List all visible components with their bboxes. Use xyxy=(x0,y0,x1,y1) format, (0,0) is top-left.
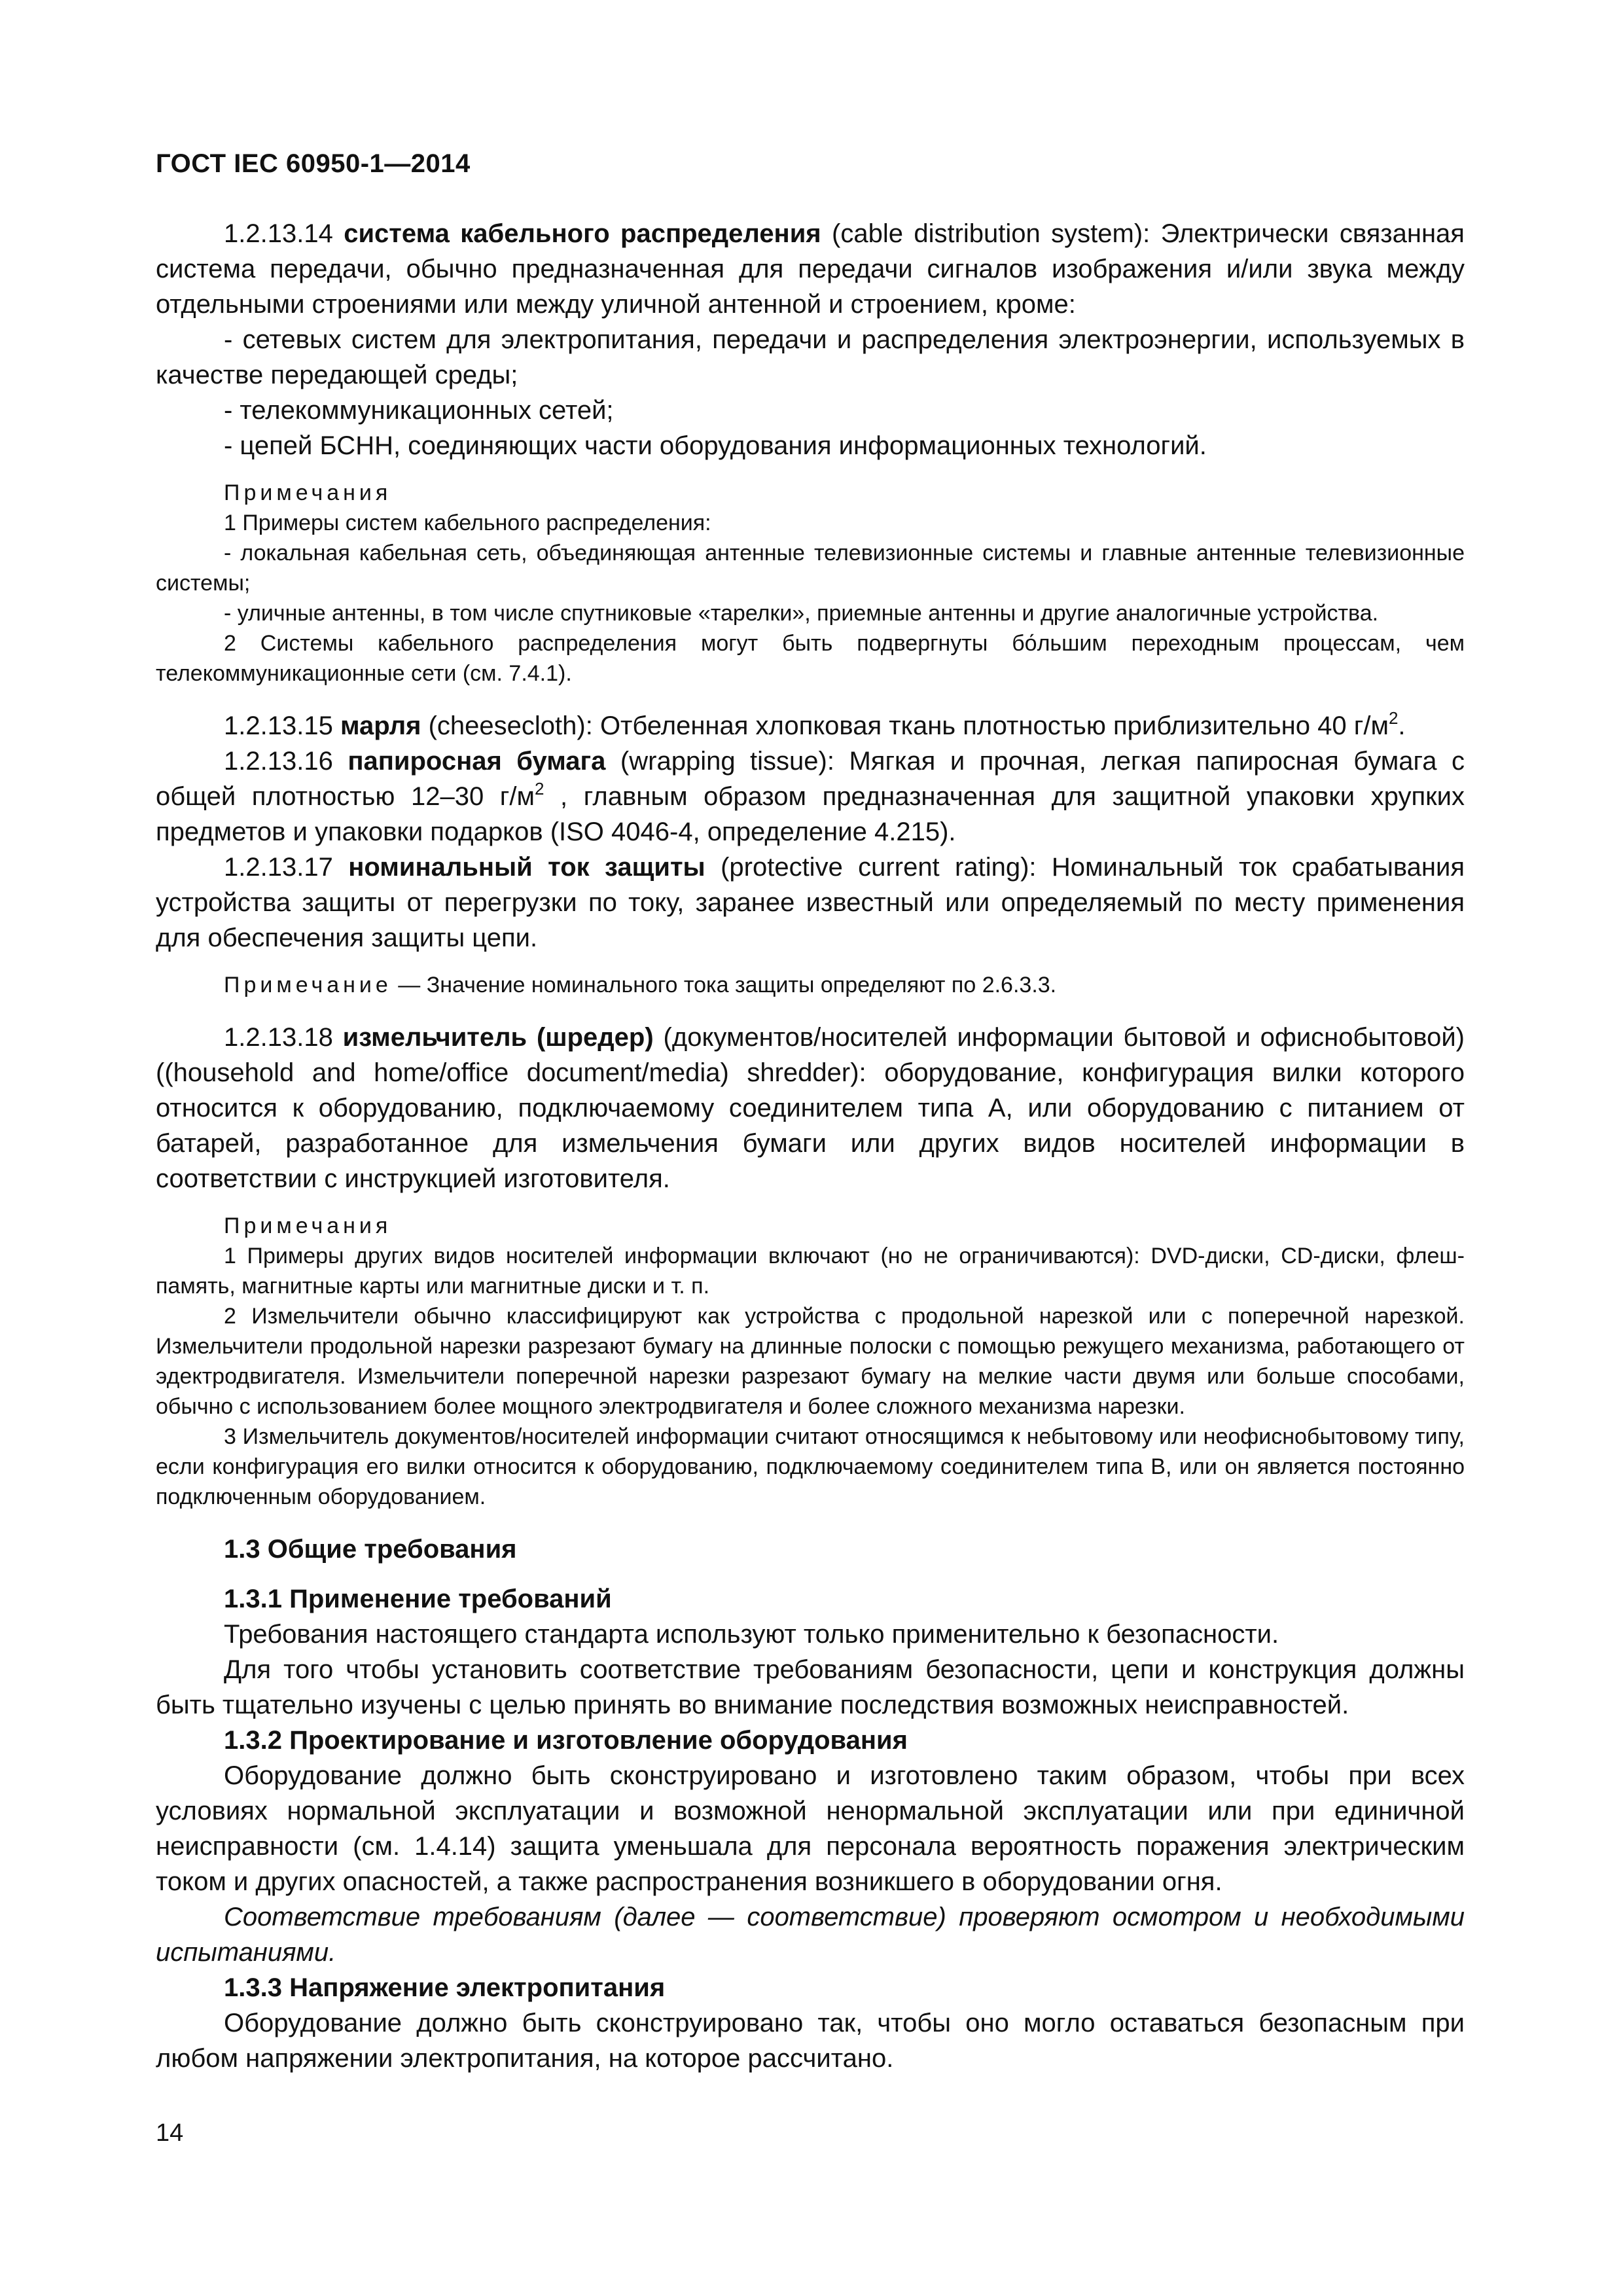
notes-heading: Примечания xyxy=(224,1213,392,1238)
bullet-item: - телекоммуникационных сетей; xyxy=(224,396,614,425)
note-item: - уличные антенны, в том числе спутниковые «тарелки», приемные антенны и другие аналогичные устройства. xyxy=(224,601,1379,626)
page-number: 14 xyxy=(156,2119,184,2147)
definition: Электрически связанная система передачи, обычно предназначенная для передачи сигналов изображения и/или звука между отдельными строениями или между уличной антенной и строением, кроме: xyxy=(156,219,1465,319)
term: измельчитель (шредер) xyxy=(342,1023,654,1052)
note-item: 2 Измельчители обычно классифицируют как устройства с продольной нарезкой или с поперечной нарезкой. Измельчители продольной нарезки разрезают бумагу на длинные полоски с помощью режущего механизма, работающего от эдектродвигателя. Измельчители поперечной нарезки разрезают бумагу на мелкие части двумя или больше способами, обычно с использованием более мощного электродвигателя и более сложного механизма нарезки. xyxy=(156,1304,1465,1419)
term: папиросная бумага xyxy=(348,747,606,776)
clause-number: 1.2.13.15 xyxy=(224,711,333,740)
bullet-item: - сетевых систем для электропитания, передачи и распределения электроэнергии, используемых в качестве передающей среды; xyxy=(156,325,1465,389)
clause-1-2-13-17 xyxy=(156,850,1465,956)
term-en: (cable distribution system): xyxy=(832,219,1150,248)
period: . xyxy=(1398,711,1406,740)
term: марля xyxy=(340,711,421,740)
compliance-italic: Соответствие требованиям (далее — соответствие) проверяют осмотром и необходимыми испытаниями. xyxy=(156,1903,1465,1967)
note-item: - локальная кабельная сеть, объединяющая антенные телевизионные системы и главные антенные телевизионные системы; xyxy=(156,541,1465,596)
clause-1-2-13-14 xyxy=(156,216,1465,322)
note-item: 2 Системы кабельного распределения могут быть подвергнуты бо́льшим переходным процессам, чем телекоммуникационные сети (см. 7.4.1). xyxy=(156,631,1465,686)
definition: Отбеленная хлопковая ткань плотностью приблизительно 40 г/м xyxy=(599,711,1389,740)
paragraph: Оборудование должно быть сконструировано так, чтобы оно могло оставаться безопасным при любом напряжении электропитания, на которое рассчитано. xyxy=(156,2009,1465,2073)
superscript: 2 xyxy=(1388,708,1399,728)
note-item: 3 Измельчитель документов/носителей информации считают относящимся к небытовому или неофиснобытовому типу, если конфигурация его вилки относится к оборудованию, подключаемому соединителем типа В, или он является постоянно подключенным оборудованием. xyxy=(156,1424,1465,1509)
clause-number: 1.2.13.14 xyxy=(224,219,333,248)
term-en: (protective current rating): xyxy=(721,853,1037,882)
term-en: (cheesecloth): xyxy=(428,711,593,740)
paragraph: Для того чтобы установить соответствие требованиям безопасности, цепи и конструкция должны быть тщательно изучены с целью принять во внимание последствия возможных неисправностей. xyxy=(156,1655,1465,1719)
document-body xyxy=(156,216,1465,2076)
term-en: (wrapping tissue): xyxy=(620,747,834,776)
compliance-text xyxy=(156,1899,1465,1970)
clause-1-2-13-18 xyxy=(156,1020,1465,1196)
clause-number: 1.2.13.17 xyxy=(224,853,333,882)
notes-heading: Примечания xyxy=(224,480,392,505)
paragraph: Оборудование должно быть сконструировано и изготовлено таким образом, чтобы при всех условиях нормальной эксплуатации и возможной ненормальной эксплуатации или при единичной неисправности (см. 1.4.14) защита уменьшала для персонала вероятность поражения электрическим током и других опасностей, а также распространения возникшего в оборудовании огня. xyxy=(156,1761,1465,1896)
note-item: 1 Примеры систем кабельного распределения: xyxy=(224,511,711,535)
superscript: 2 xyxy=(534,779,544,798)
note-single xyxy=(156,970,1465,1000)
section-title-1-3: 1.3 Общие требования xyxy=(224,1535,517,1564)
definition: Номинальный ток срабатывания устройства защиты от перегрузки по току, заранее известный или определяемый по месту применения для обеспечения защиты цепи. xyxy=(156,853,1465,952)
page-header-standard: ГОСТ IEC 60950-1—2014 xyxy=(156,149,471,178)
clause-number: 1.2.13.18 xyxy=(224,1023,333,1052)
definition: Мягкая и прочная, легкая папиросная бумага с общей плотностью 12–30 г/м xyxy=(156,747,1465,811)
clause-number: 1.2.13.16 xyxy=(224,747,333,776)
clause-1-2-13-15 xyxy=(156,708,1465,744)
definition: (документов/носителей информации бытовой и офиснобытовой) ((household and home/office document/media) shredder): оборудование, конфигурация вилки которого относится к оборудованию, подключаемому соединителем типа А, или оборудованию с питанием от батарей, разработанное для измельчения бумаги или других видов носителей информации в соответствии с инструкцией изготовителя. xyxy=(156,1023,1465,1193)
section-title-1-3-3: 1.3.3 Напряжение электропитания xyxy=(224,1973,666,2002)
note-label: Примечание xyxy=(224,973,392,997)
term: номинальный ток защиты xyxy=(348,853,705,882)
term: система кабельного распределения xyxy=(344,219,821,248)
note-text: — Значение номинального тока защиты определяют по 2.6.3.3. xyxy=(391,973,1057,997)
definition-cont: , главным образом предназначенная для защитной упаковки хрупких предметов и упаковки подарков (ISO 4046-4, определение 4.215). xyxy=(156,782,1465,846)
paragraph: Требования настоящего стандарта используют только применительно к безопасности. xyxy=(224,1620,1279,1649)
clause-1-2-13-16 xyxy=(156,744,1465,850)
section-title-1-3-2: 1.3.2 Проектирование и изготовление оборудования xyxy=(224,1726,908,1755)
note-item: 1 Примеры других видов носителей информации включают (но не ограничиваются): DVD-диски, CD-диски, флеш-память, магнитные карты или магнитные диски и т. п. xyxy=(156,1244,1465,1299)
section-title-1-3-1: 1.3.1 Применение требований xyxy=(224,1585,612,1613)
bullet-item: - цепей БСНН, соединяющих части оборудования информационных технологий. xyxy=(224,431,1207,460)
